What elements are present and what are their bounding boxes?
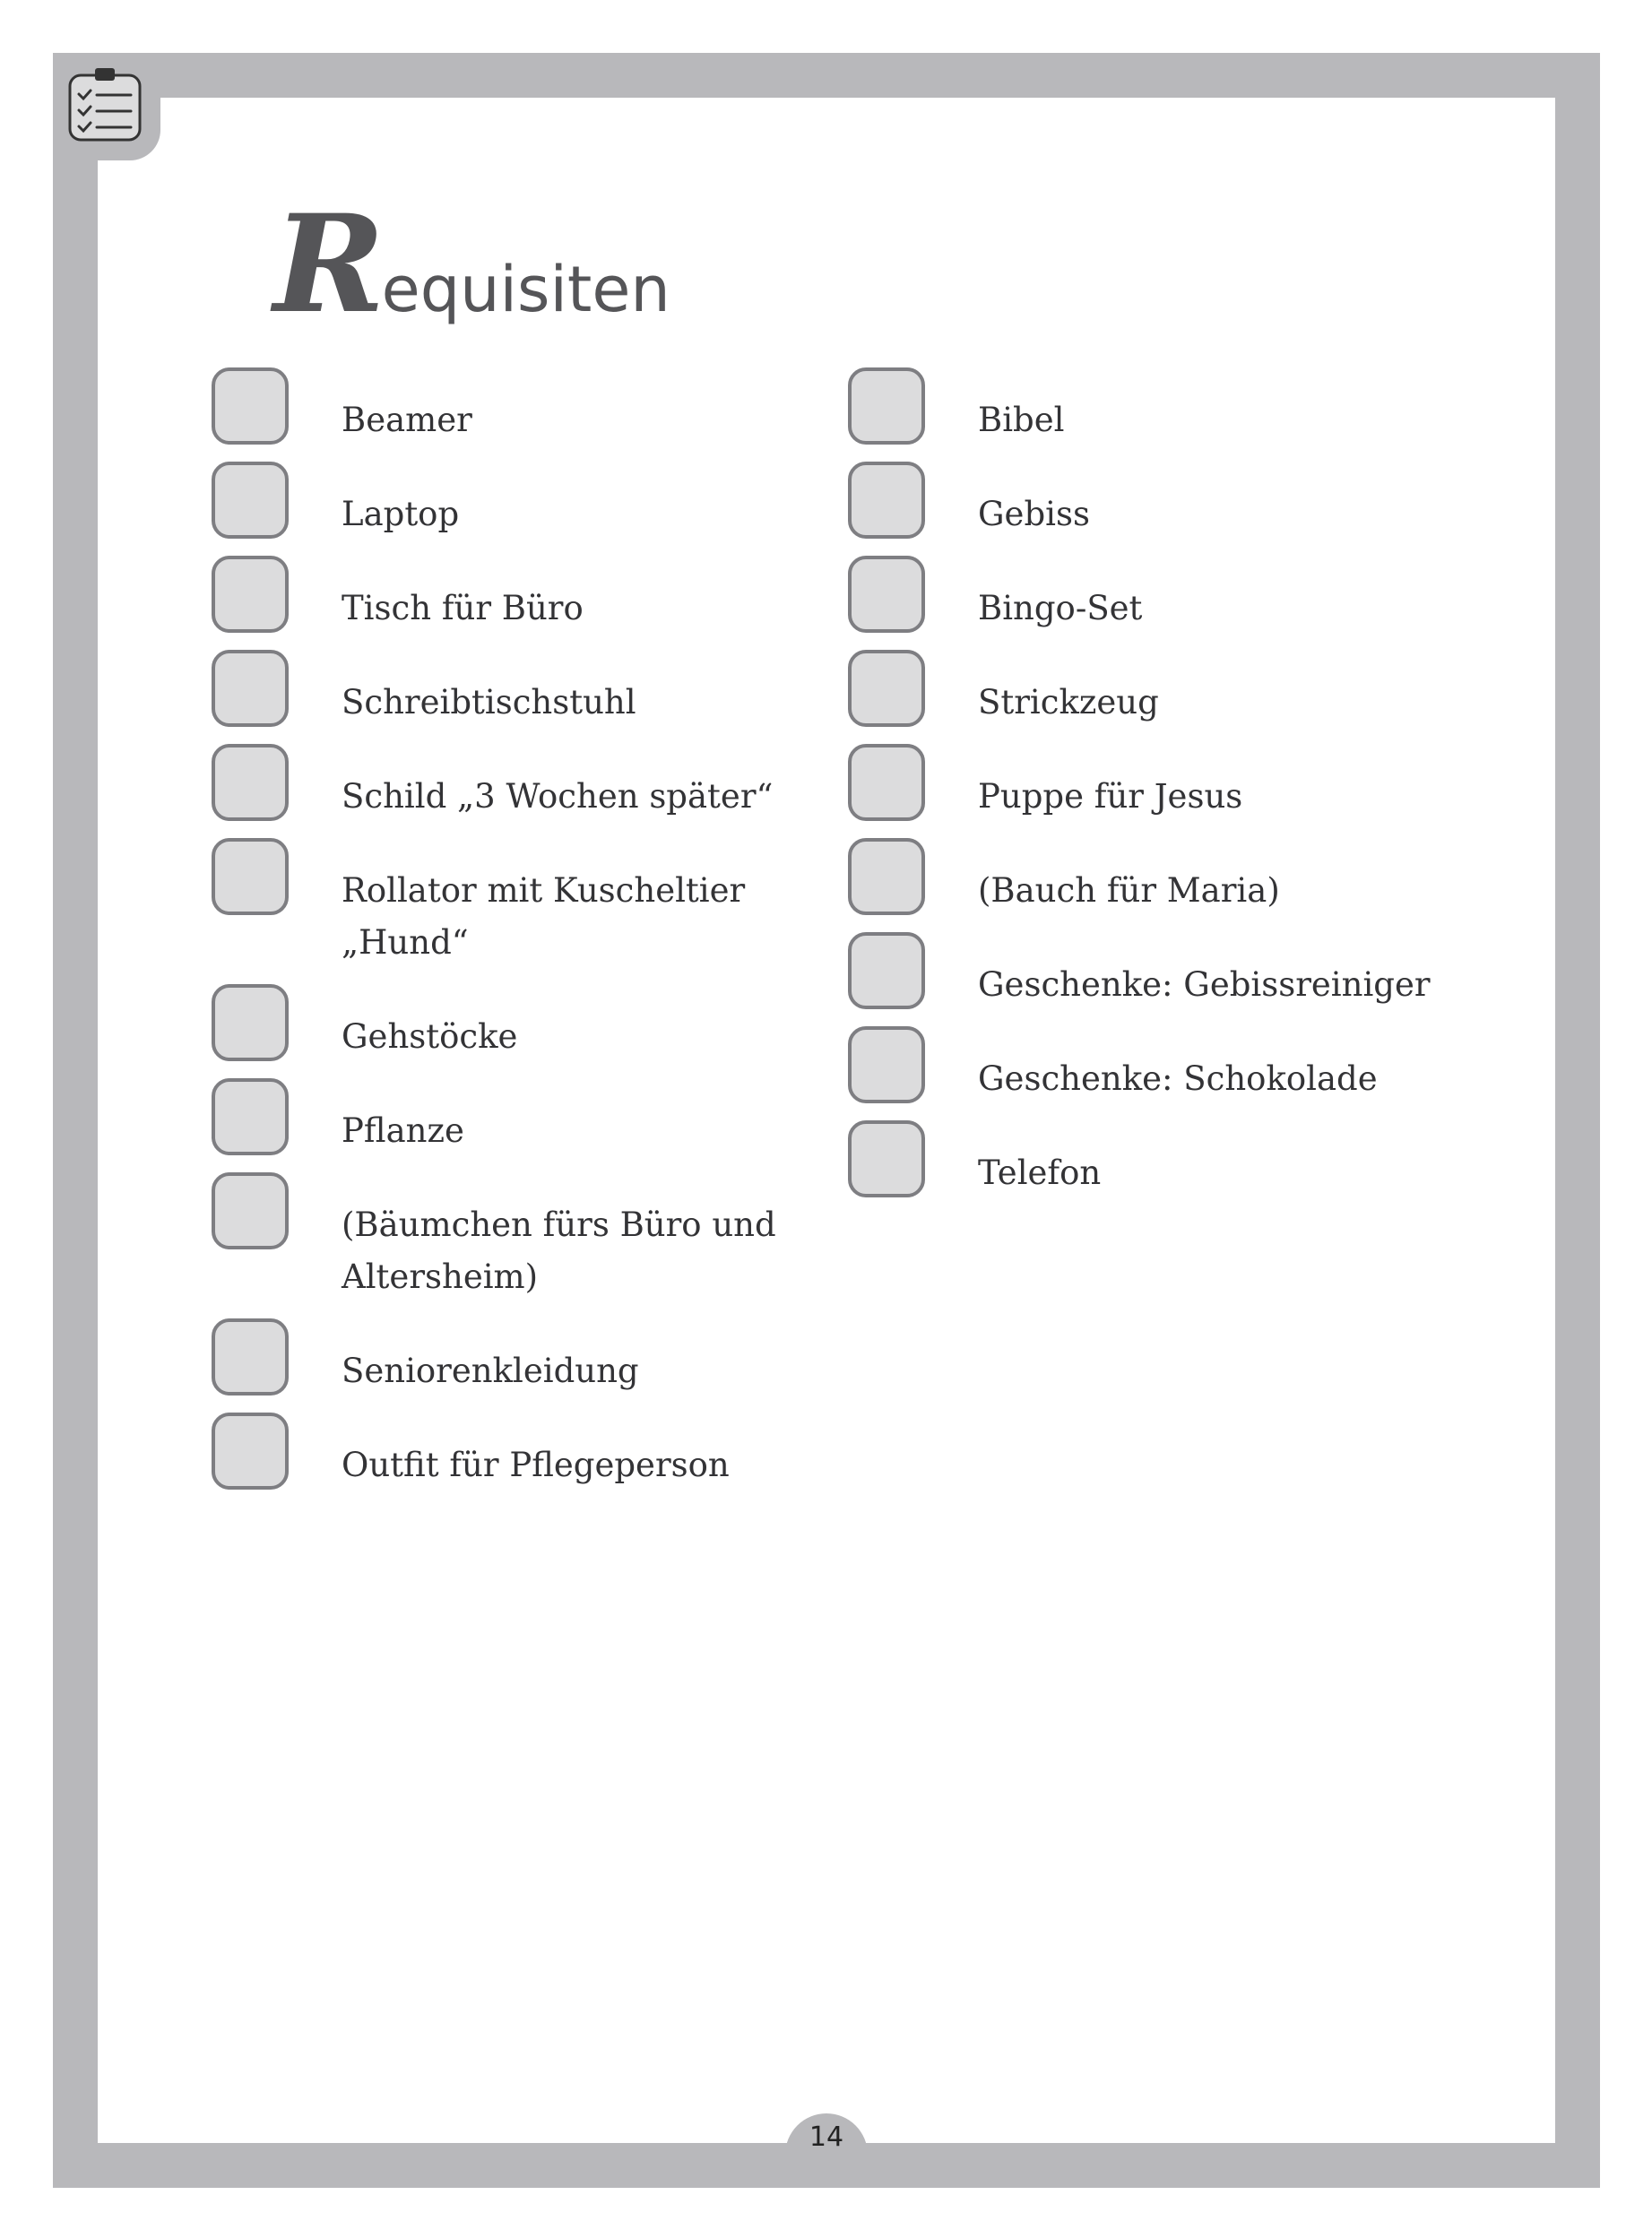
checkbox[interactable] bbox=[212, 838, 289, 915]
checkbox[interactable] bbox=[212, 650, 289, 727]
checklist-item[interactable] bbox=[848, 932, 1493, 1011]
checklist-item-label: Outfit für Pflegeperson bbox=[342, 1446, 730, 1484]
checklist-item[interactable] bbox=[848, 744, 1493, 823]
title-initial: R bbox=[273, 186, 380, 343]
checklist-item[interactable] bbox=[212, 650, 785, 729]
checklist-item[interactable] bbox=[848, 1120, 1493, 1199]
checkbox[interactable] bbox=[212, 744, 289, 821]
checklist-item-label: Pflanze bbox=[342, 1111, 464, 1150]
checkbox[interactable] bbox=[848, 1026, 925, 1103]
checkbox[interactable] bbox=[848, 744, 925, 821]
checkbox[interactable] bbox=[212, 367, 289, 445]
checkbox[interactable] bbox=[212, 1318, 289, 1396]
checklist-item-label: Gehstöcke bbox=[342, 1017, 518, 1056]
checkbox[interactable] bbox=[848, 1120, 925, 1197]
checklist-item-label: Puppe für Jesus bbox=[978, 777, 1243, 816]
checkbox[interactable] bbox=[848, 367, 925, 445]
checklist-item[interactable] bbox=[848, 367, 1493, 446]
checkbox[interactable] bbox=[212, 984, 289, 1061]
checklist-item[interactable] bbox=[212, 556, 785, 635]
checklist-item-label: Beamer bbox=[342, 401, 472, 439]
checkbox[interactable] bbox=[848, 462, 925, 539]
checklist-item-label: Bibel bbox=[978, 401, 1065, 439]
checklist-item-label: Geschenke: Schokolade bbox=[978, 1059, 1378, 1098]
checklist-item[interactable] bbox=[212, 1413, 785, 1491]
checklist-item-label: Gebiss bbox=[978, 495, 1090, 533]
checklist-item-label: Schreibtischstuhl bbox=[342, 683, 636, 722]
checklist-item[interactable] bbox=[212, 1172, 785, 1303]
checklist-item[interactable] bbox=[212, 1078, 785, 1157]
checklist-item[interactable] bbox=[212, 838, 785, 969]
checkbox[interactable] bbox=[212, 556, 289, 633]
checkbox[interactable] bbox=[212, 1078, 289, 1155]
title-rest: equisiten bbox=[381, 253, 670, 326]
checkbox[interactable] bbox=[212, 462, 289, 539]
checklist-item-label: Rollator mit Kuscheltier „Hund“ bbox=[342, 871, 746, 962]
checklist-item[interactable] bbox=[212, 462, 785, 540]
checkbox[interactable] bbox=[848, 838, 925, 915]
checkbox[interactable] bbox=[848, 650, 925, 727]
checkbox[interactable] bbox=[848, 556, 925, 633]
checklist-item[interactable] bbox=[848, 556, 1493, 635]
checklist-item[interactable] bbox=[212, 367, 785, 446]
checklist-item[interactable] bbox=[848, 462, 1493, 540]
checklist-item-label: (Bauch für Maria) bbox=[978, 871, 1280, 910]
checklist-item[interactable] bbox=[848, 650, 1493, 729]
left-checklist bbox=[212, 367, 785, 1507]
checklist-item-label: (Bäumchen fürs Büro und Altersheim) bbox=[342, 1205, 776, 1296]
checklist-item-label: Bingo-Set bbox=[978, 589, 1143, 627]
right-checklist bbox=[848, 367, 1493, 1214]
checklist-item-label: Geschenke: Gebissreiniger bbox=[978, 965, 1431, 1004]
checklist-item[interactable] bbox=[212, 984, 785, 1063]
checklist-item[interactable] bbox=[212, 1318, 785, 1397]
checkbox[interactable] bbox=[212, 1172, 289, 1249]
checklist-item-label: Schild „3 Wochen später“ bbox=[342, 777, 774, 816]
checkbox[interactable] bbox=[848, 932, 925, 1009]
checklist-item[interactable] bbox=[848, 1026, 1493, 1105]
checklist-item-label: Telefon bbox=[978, 1154, 1102, 1192]
page-number: 14 bbox=[809, 2121, 844, 2153]
checklist-item[interactable] bbox=[848, 838, 1493, 917]
checklist-item-label: Strickzeug bbox=[978, 683, 1159, 722]
page-title bbox=[273, 186, 670, 343]
checkbox[interactable] bbox=[212, 1413, 289, 1490]
checklist-item-label: Tisch für Büro bbox=[342, 589, 584, 627]
checklist-item-label: Laptop bbox=[342, 495, 460, 533]
clipboard-checklist-icon bbox=[65, 65, 145, 145]
checklist-item-label: Seniorenkleidung bbox=[342, 1352, 639, 1390]
checklist-item[interactable] bbox=[212, 744, 785, 823]
